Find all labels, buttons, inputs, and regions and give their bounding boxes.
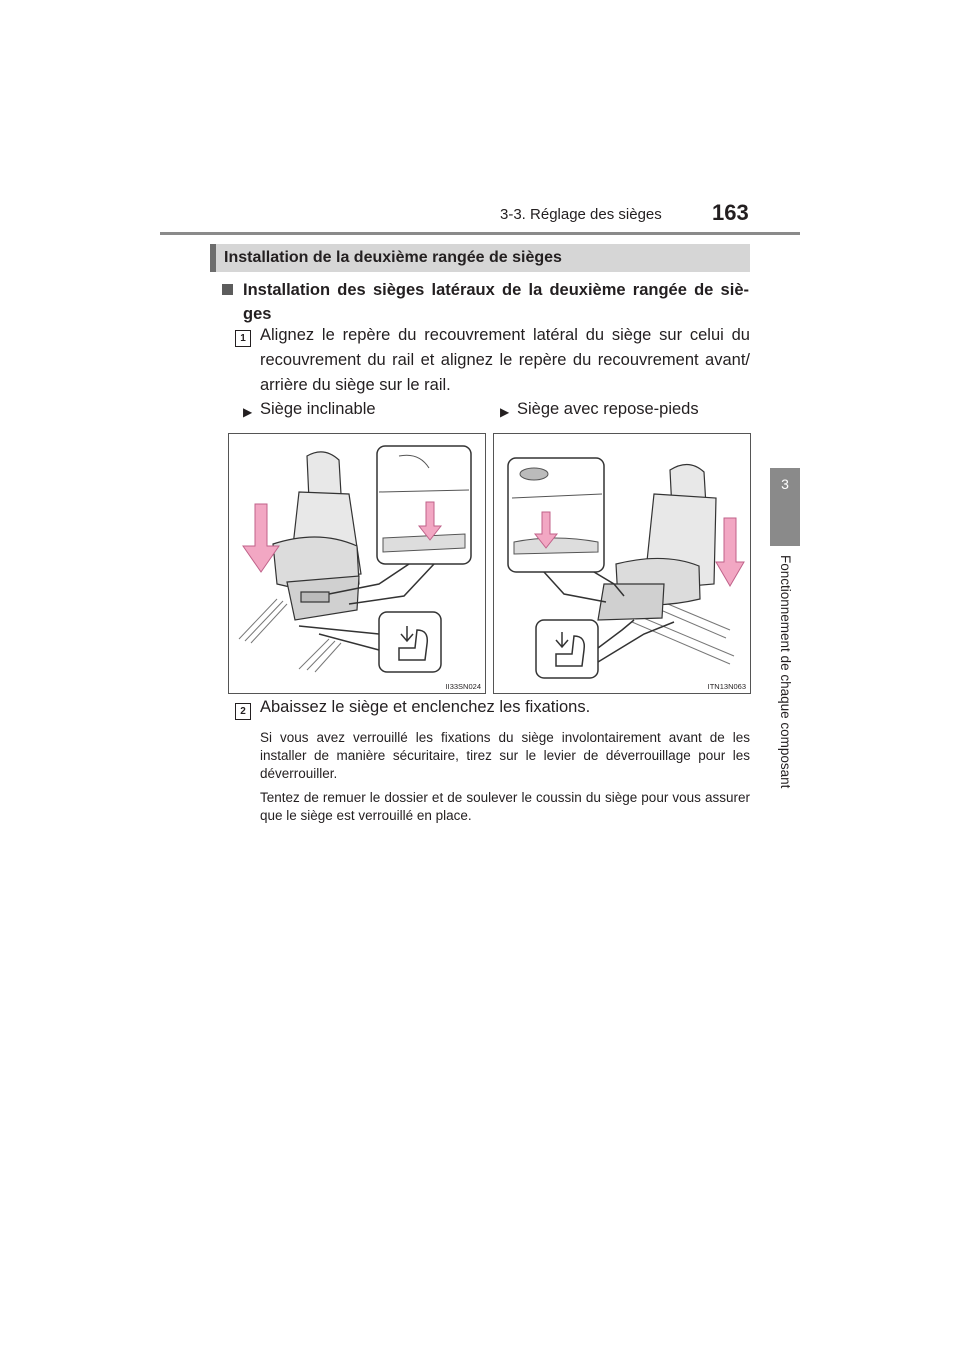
figure-footrest-seat-illustration	[494, 434, 750, 693]
step-2-text: Abaissez le siège et enclenchez les fixations.	[260, 698, 591, 716]
header-section-title: 3-3. Réglage des sièges	[500, 206, 662, 223]
header-rule	[160, 232, 800, 235]
option-reclining-seat-label: Siège inclinable	[260, 400, 376, 418]
section-title-accent	[210, 244, 216, 272]
option-footrest-seat-label: Siège avec repose-pieds	[517, 400, 699, 418]
figure-code: ITN13N063	[707, 682, 746, 691]
subsection-title: Installation des sièges latéraux de la deuxième rangée de siè- ges	[243, 281, 749, 323]
figure-footrest-seat	[493, 433, 751, 694]
option-arrow-icon: ▶	[243, 405, 253, 419]
figure-reclining-seat	[228, 433, 486, 694]
note-unlock: Si vous avez verrouillé les fixations du siège involontairement avant de les installer de manière sécuritaire, tirez sur le levier de déverrouillage pour les déverrouiller.	[260, 730, 750, 781]
step-1-text: Alignez le repère du recouvrement latéral du siège sur celui du recouvrement du rail et alignez le repère du recouvrement avant/ arrière du siège sur le rail.	[260, 326, 750, 394]
figure-code: II33SN024	[445, 682, 481, 691]
section-title: Installation de la deuxième rangée de sièges	[224, 249, 562, 266]
page-number: 163	[712, 200, 749, 225]
step-2-badge: 2	[235, 703, 251, 720]
step-1-badge: 1	[235, 330, 251, 347]
figure-reclining-seat-illustration	[229, 434, 485, 693]
option-arrow-icon: ▶	[500, 405, 510, 419]
chapter-title: Fonctionnement de chaque composant	[778, 555, 793, 789]
subsection-bullet-icon	[222, 284, 233, 295]
note-check-locked: Tentez de remuer le dossier et de soulever le coussin du siège pour vous assurer que le siège est verrouillé en place.	[260, 790, 750, 823]
chapter-number: 3	[781, 476, 789, 492]
chapter-title-vertical	[771, 555, 799, 815]
